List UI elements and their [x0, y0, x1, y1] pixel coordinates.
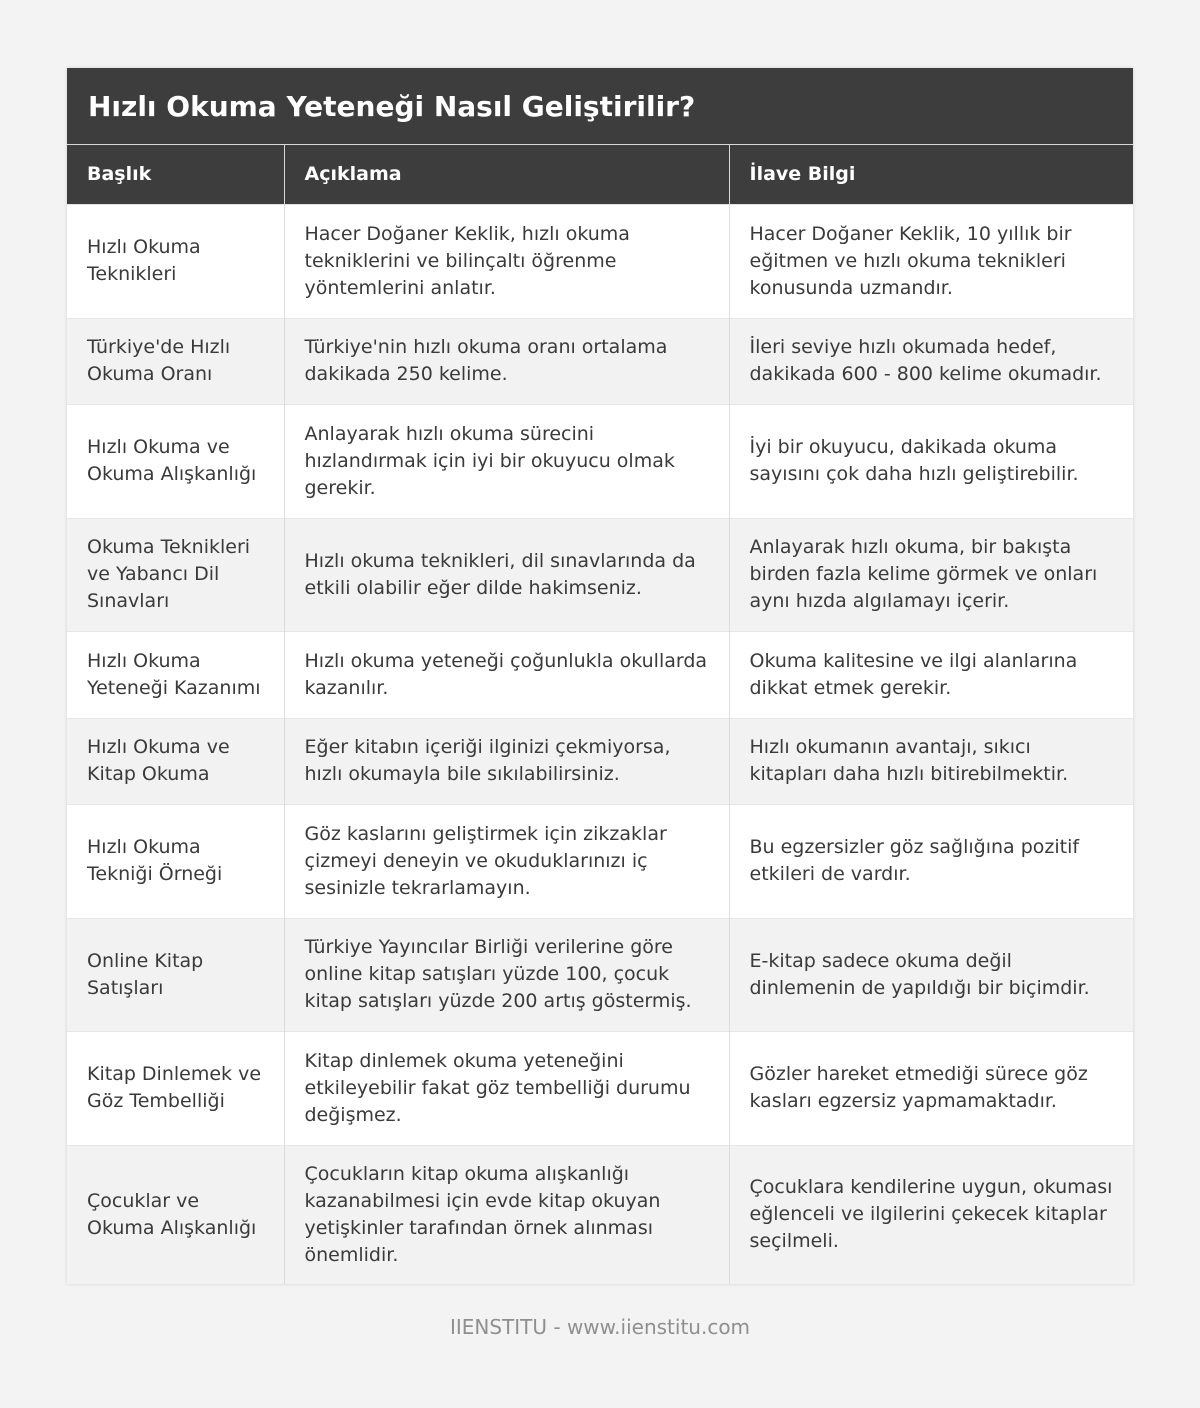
- table-row: [67, 1145, 1133, 1284]
- cell-extra-info: Hızlı okumanın avantajı, sıkıcı kitapları daha hızlı bitirebilmektir.: [729, 718, 1133, 804]
- cell-title: Hızlı Okuma Teknikleri: [67, 204, 284, 318]
- cell-description: Göz kaslarını geliştirmek için zikzaklar çizmeyi deneyin ve okuduklarınızı iç sesinizle tekrarlamayın.: [284, 804, 729, 918]
- cell-title: Hızlı Okuma Tekniği Örneği: [67, 804, 284, 918]
- cell-extra-info: Anlayarak hızlı okuma, bir bakışta birden fazla kelime görmek ve onları aynı hızda algılamayı içerir.: [729, 518, 1133, 631]
- cell-description: Hızlı okuma yeteneği çoğunlukla okullarda kazanılır.: [284, 631, 729, 718]
- footer-credit: IIENSTITU - www.iienstitu.com: [449, 1315, 751, 1339]
- column-header-aciklama: Açıklama: [284, 145, 729, 204]
- cell-description: Kitap dinlemek okuma yeteneğini etkileyebilir fakat göz tembelliği durumu değişmez.: [284, 1031, 729, 1145]
- cell-description: Hızlı okuma teknikleri, dil sınavlarında da etkili olabilir eğer dilde hakimseniz.: [284, 518, 729, 631]
- cell-title: Hızlı Okuma Yeteneği Kazanımı: [67, 631, 284, 718]
- cell-title: Online Kitap Satışları: [67, 918, 284, 1031]
- table-row: [67, 404, 1133, 518]
- table-row: [67, 631, 1133, 718]
- cell-extra-info: İyi bir okuyucu, dakikada okuma sayısını çok daha hızlı geliştirebilir.: [729, 404, 1133, 518]
- table-row: [67, 204, 1133, 318]
- table-row: [67, 804, 1133, 918]
- table-row: [67, 918, 1133, 1031]
- header-row: [67, 145, 1133, 204]
- table-row: [67, 718, 1133, 804]
- column-header-baslik: Başlık: [67, 145, 284, 204]
- cell-extra-info: E-kitap sadece okuma değil dinlemenin de yapıldığı bir biçimdir.: [729, 918, 1133, 1031]
- cell-extra-info: Bu egzersizler göz sağlığına pozitif etkileri de vardır.: [729, 804, 1133, 918]
- cell-description: Türkiye'nin hızlı okuma oranı ortalama dakikada 250 kelime.: [284, 318, 729, 404]
- cell-extra-info: Çocuklara kendilerine uygun, okuması eğlenceli ve ilgilerini çekecek kitaplar seçilmeli.: [729, 1145, 1133, 1284]
- table-card: [67, 68, 1133, 1284]
- column-header-ilave-bilgi: İlave Bilgi: [729, 145, 1133, 204]
- cell-description: Eğer kitabın içeriği ilginizi çekmiyorsa, hızlı okumayla bile sıkılabilirsiniz.: [284, 718, 729, 804]
- cell-title: Okuma Teknikleri ve Yabancı Dil Sınavları: [67, 518, 284, 631]
- cell-extra-info: Okuma kalitesine ve ilgi alanlarına dikkat etmek gerekir.: [729, 631, 1133, 718]
- cell-extra-info: İleri seviye hızlı okumada hedef, dakikada 600 - 800 kelime okumadır.: [729, 318, 1133, 404]
- table-row: [67, 518, 1133, 631]
- cell-description: Hacer Doğaner Keklik, hızlı okuma tekniklerini ve bilinçaltı öğrenme yöntemlerini anlatır.: [284, 204, 729, 318]
- cell-title: Kitap Dinlemek ve Göz Tembelliği: [67, 1031, 284, 1145]
- cell-title: Hızlı Okuma ve Okuma Alışkanlığı: [67, 404, 284, 518]
- cell-extra-info: Hacer Doğaner Keklik, 10 yıllık bir eğitmen ve hızlı okuma teknikleri konusunda uzmandır.: [729, 204, 1133, 318]
- cell-title: Çocuklar ve Okuma Alışkanlığı: [67, 1145, 284, 1284]
- info-table: [67, 145, 1133, 1284]
- table-title: Hızlı Okuma Yeteneği Nasıl Geliştirilir?: [67, 68, 1133, 145]
- cell-title: Türkiye'de Hızlı Okuma Oranı: [67, 318, 284, 404]
- cell-extra-info: Gözler hareket etmediği sürece göz kasları egzersiz yapmamaktadır.: [729, 1031, 1133, 1145]
- cell-title: Hızlı Okuma ve Kitap Okuma: [67, 718, 284, 804]
- cell-description: Çocukların kitap okuma alışkanlığı kazanabilmesi için evde kitap okuyan yetişkinler tarafından örnek alınması önemlidir.: [284, 1145, 729, 1284]
- table-row: [67, 318, 1133, 404]
- cell-description: Anlayarak hızlı okuma sürecini hızlandırmak için iyi bir okuyucu olmak gerekir.: [284, 404, 729, 518]
- cell-description: Türkiye Yayıncılar Birliği verilerine göre online kitap satışları yüzde 100, çocuk kitap satışları yüzde 200 artış göstermiş.: [284, 918, 729, 1031]
- table-row: [67, 1031, 1133, 1145]
